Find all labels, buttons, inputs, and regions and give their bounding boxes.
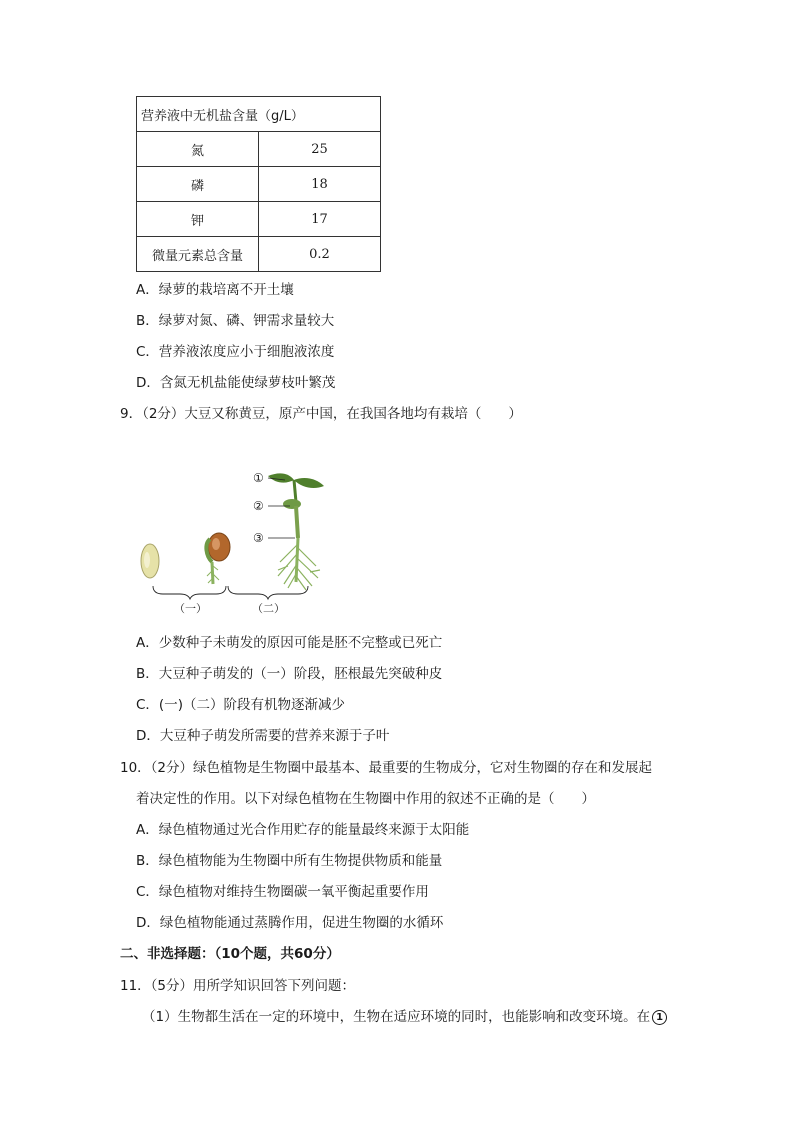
- table-cell-value: 18: [259, 167, 381, 202]
- table-cell-value: 17: [259, 202, 381, 237]
- table-header: 营养液中无机盐含量（g/L）: [137, 97, 381, 132]
- q11-sub1: [142, 1008, 667, 1026]
- q9-option-d: D．大豆种子萌发所需要的营养来源于子叶: [136, 728, 390, 744]
- table-cell-name: 微量元素总含量: [137, 237, 259, 272]
- brace-stage-one: [153, 586, 226, 599]
- table-header-row: [137, 97, 381, 132]
- table-cell-name: 氮: [137, 132, 259, 167]
- germinating-seed-illustration: [206, 533, 230, 584]
- q10-option-c: C．绿色植物对维持生物圈碳一氧平衡起重要作用: [136, 884, 429, 900]
- q8-option-c: C．营养液浓度应小于细胞液浓度: [136, 344, 335, 360]
- table-cell-name: 磷: [137, 167, 259, 202]
- q10-stem-line2: 着决定性的作用。以下对绿色植物在生物圈中作用的叙述不正确的是（ ）: [136, 791, 595, 807]
- nutrient-table: [136, 96, 381, 272]
- q11-stem: 11．（5分）用所学知识回答下列问题：: [120, 978, 356, 994]
- soybean-germination-figure: [128, 466, 338, 618]
- table-row: [137, 167, 381, 202]
- stage-two-label: （二）: [252, 602, 285, 615]
- stage-one-label: （一）: [174, 602, 207, 615]
- q10-stem-line1: 10．（2分）绿色植物是生物圈中最基本、最重要的生物成分，它对生物圈的存在和发展起: [120, 760, 653, 776]
- table-cell-value: 0.2: [259, 237, 381, 272]
- table-cell-value: 25: [259, 132, 381, 167]
- q11-sub1-text: （1）生物都生活在一定的环境中，生物在适应环境的同时，也能影响和改变环境。在: [142, 1009, 651, 1025]
- label-3: ③: [253, 531, 264, 545]
- q8-option-a: A．绿萝的栽培离不开土壤: [136, 282, 294, 298]
- table-row: [137, 202, 381, 237]
- section-heading: 二、非选择题：（10个题，共60分）: [120, 946, 340, 962]
- label-1: ①: [253, 471, 264, 485]
- q8-option-b: B．绿萝对氮、磷、钾需求量较大: [136, 313, 335, 329]
- seedling-illustration: [268, 473, 324, 590]
- table-cell-name: 钾: [137, 202, 259, 237]
- q10-option-d: D．绿色植物能通过蒸腾作用，促进生物圈的水循环: [136, 915, 444, 931]
- q9-option-b: B．大豆种子萌发的（一）阶段，胚根最先突破种皮: [136, 666, 443, 682]
- q9-option-a: A．少数种子未萌发的原因可能是胚不完整或已死亡: [136, 635, 443, 651]
- q8-option-d: D．含氮无机盐能使绿萝枝叶繁茂: [136, 375, 336, 391]
- q10-option-a: A．绿色植物通过光合作用贮存的能量最终来源于太阳能: [136, 822, 470, 838]
- q11-sub1-marker: 1: [652, 1010, 667, 1025]
- table-row: [137, 132, 381, 167]
- q9-stem: 9．（2分）大豆又称黄豆，原产中国，在我国各地均有栽培（ ）: [120, 406, 522, 422]
- brace-stage-two: [228, 586, 308, 599]
- label-2: ②: [253, 499, 264, 513]
- dry-seed-illustration: [141, 544, 159, 578]
- q9-option-c: C．(一)（二）阶段有机物逐渐减少: [136, 697, 345, 713]
- table-row: [137, 237, 381, 272]
- q10-option-b: B．绿色植物能为生物圈中所有生物提供物质和能量: [136, 853, 443, 869]
